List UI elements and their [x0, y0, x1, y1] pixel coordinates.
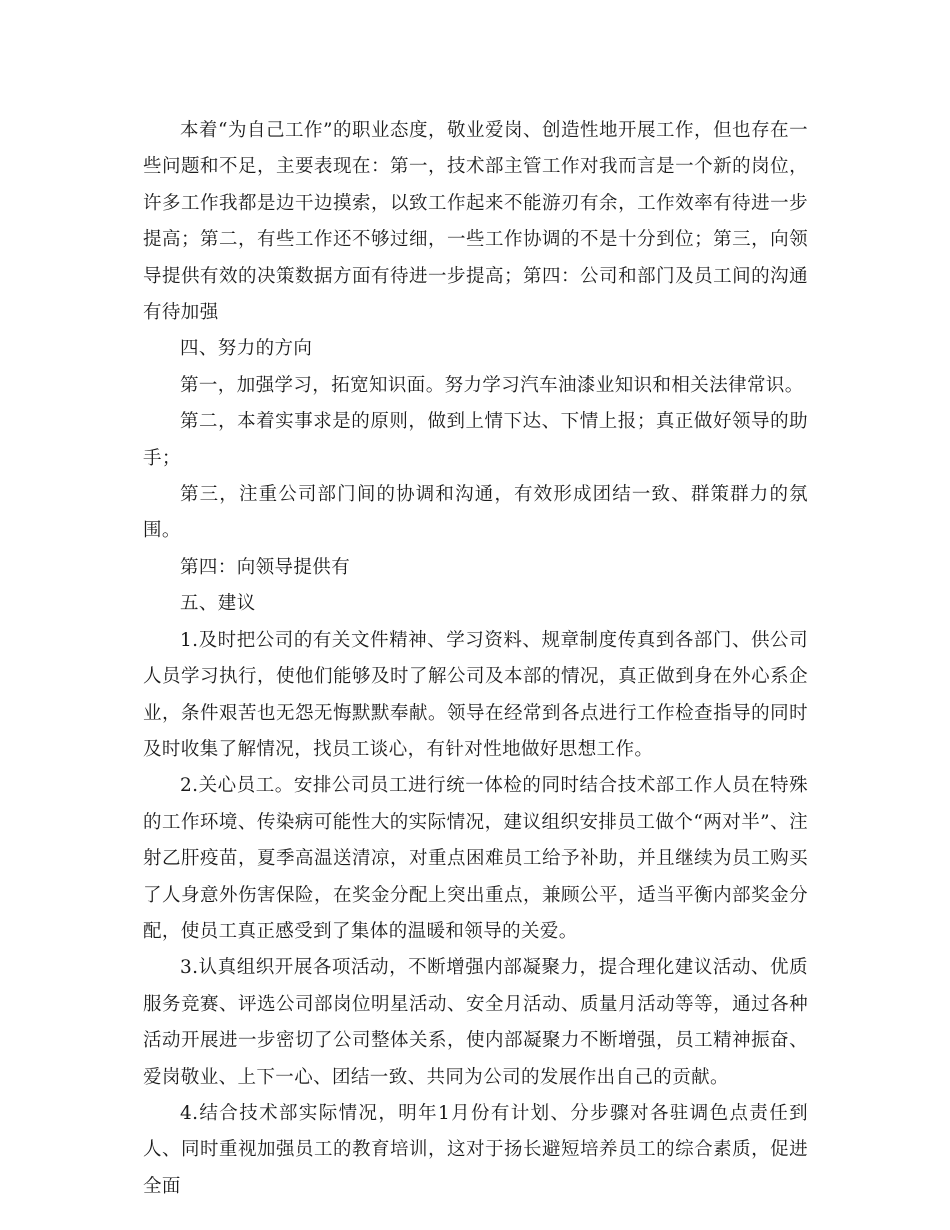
- paragraph-direction-1: 第一，加强学习，拓宽知识面。努力学习汽车油漆业知识和相关法律常识。: [180, 374, 804, 396]
- section-heading-suggestions: 五、建议: [180, 593, 256, 615]
- paragraph-suggestion-2: 2.关心员工。安排公司员工进行统一体检的同时结合技术部工作人员在特殊的工作环境、传染病可能性大的实际情况，建议组织安排员工做个“两对半”、注射乙肝疫苗，夏季高温送清凉，对重点困难员工给予补助，并且继续为员工购买了人身意外伤害保险，在奖金分配上突出重点，兼顾公平，适当平衡内部奖金分配，使员工真正感受到了集体的温暖和领导的关爱。: [143, 775, 808, 942]
- paragraph-direction-2: 第二，本着实事求是的原则，做到上情下达、下情上报；真正做好领导的助手；: [143, 411, 808, 469]
- paragraph-suggestion-3: 3.认真组织开展各项活动，不断增强内部凝聚力，提合理化建议活动、优质服务竞赛、评选公司部岗位明星活动、安全月活动、质量月活动等等，通过各种活动开展进一步密切了公司整体关系，使内部凝聚力不断增强，员工精神振奋、爱岗敬业、上下一心、团结一致、共同为公司的发展作出自己的贡献。: [143, 957, 808, 1088]
- paragraph-problems: 本着“为自己工作”的职业态度，敬业爱岗、创造性地开展工作，但也存在一些问题和不足，主要表现在：第一，技术部主管工作对我而言是一个新的岗位，许多工作我都是边干边摸索，以致工作起来不能游刃有余，工作效率有待进一步提高；第二，有些工作还不够过细，一些工作协调的不是十分到位；第三，向领导提供有效的决策数据方面有待进一步提高；第四：公司和部门及员工间的沟通有待加强: [143, 120, 808, 324]
- document-body: [143, 113, 808, 1205]
- section-heading-direction: 四、努力的方向: [180, 338, 313, 360]
- paragraph-direction-4: 第四：向领导提供有: [180, 556, 351, 578]
- paragraph-direction-3: 第三，注重公司部门间的协调和沟通，有效形成团结一致、群策群力的氛围。: [143, 484, 808, 542]
- paragraph-suggestion-4: 4.结合技术部实际情况，明年1月份有计划、分步骤对各驻调色点责任到人、同时重视加强员工的教育培训，这对于扬长避短培养员工的综合素质，促进全面: [143, 1102, 808, 1197]
- paragraph-suggestion-1: 1.及时把公司的有关文件精神、学习资料、规章制度传真到各部门、供公司人员学习执行，使他们能够及时了解公司及本部的情况，真正做到身在外心系企业，条件艰苦也无怨无悔默默奉献。领导在经常到各点进行工作检查指导的同时及时收集了解情况，找员工谈心，有针对性地做好思想工作。: [143, 629, 808, 760]
